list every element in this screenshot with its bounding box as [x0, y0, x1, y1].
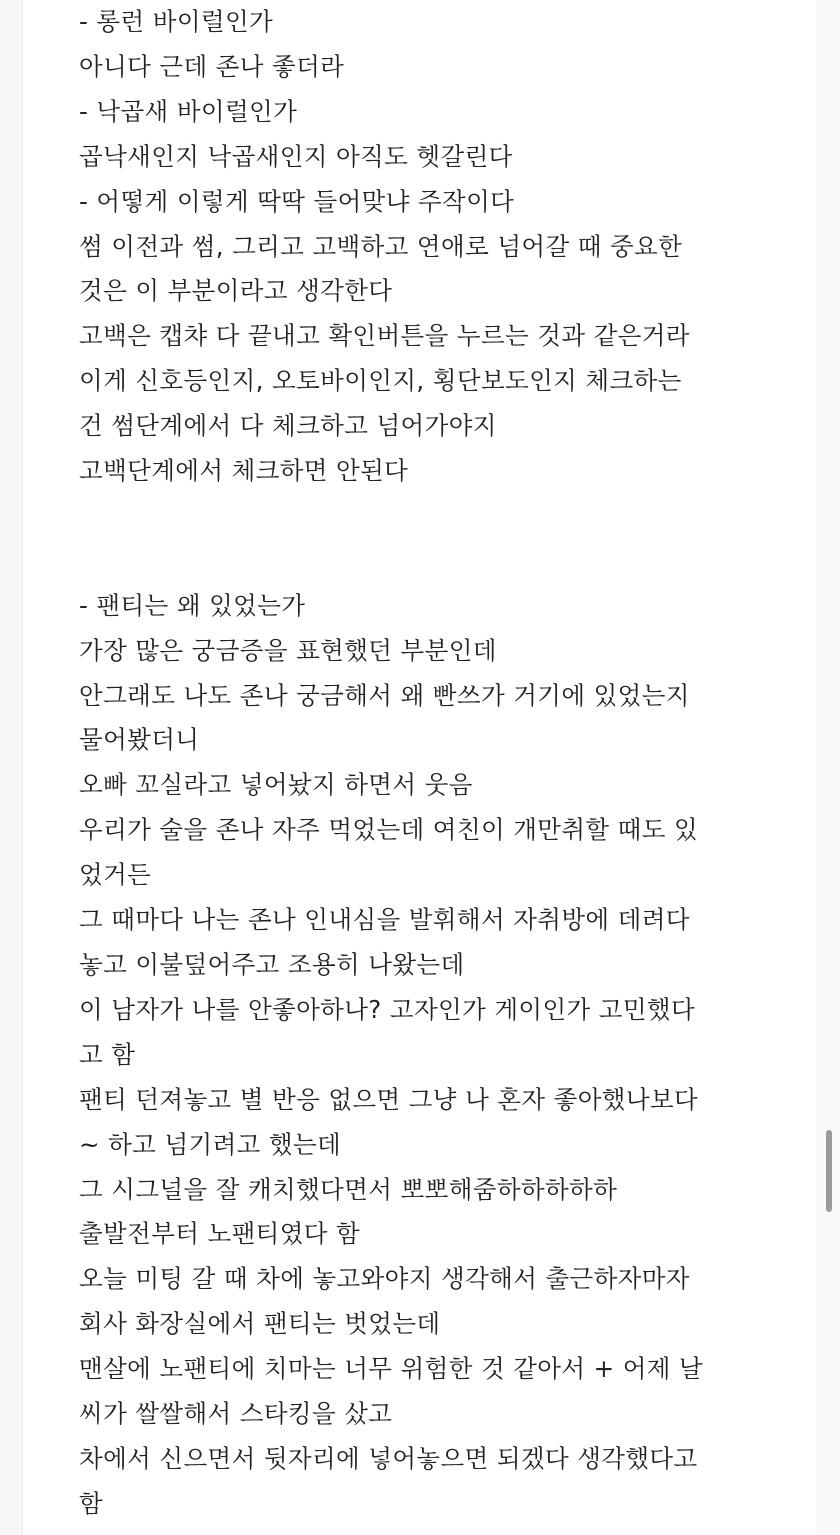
post-line: 가장 많은 궁금증을 표현했던 부분인데: [79, 635, 497, 665]
post-line: 고 함: [79, 1039, 136, 1069]
post-line: 회사 화장실에서 팬티는 벗었는데: [79, 1309, 441, 1339]
blank-line: [79, 539, 779, 584]
post-line: 안그래도 나도 존나 궁금해서 왜 빤쓰가 거기에 있었는지: [79, 680, 690, 710]
post-line: 이 남자가 나를 안좋아하나? 고자인가 게이인가 고민했다: [79, 994, 696, 1024]
post-line: 맨살에 노팬티에 치마는 너무 위험한 것 같아서 + 어제 날: [79, 1354, 704, 1384]
post-line: 곱낙새인지 낙곱새인지 아직도 헷갈린다: [79, 141, 513, 171]
left-margin: [0, 0, 23, 1535]
post-line: - 팬티는 왜 있었는가: [79, 590, 306, 620]
post-line: 우리가 술을 존나 자주 먹었는데 여친이 개만취할 때도 있: [79, 815, 699, 845]
post-line: 오늘 미팅 갈 때 차에 놓고와야지 생각해서 출근하자마자: [79, 1264, 690, 1294]
post-line: 그 때마다 나는 존나 인내심을 발휘해서 자취방에 데려다: [79, 905, 690, 935]
post-line: 출발전부터 노팬티였다 함: [79, 1219, 361, 1249]
post-body: [79, 0, 779, 1527]
post-line: - 낙곱새 바이럴인가: [79, 96, 298, 126]
post-line: - 롱런 바이럴인가: [79, 7, 274, 36]
post-line: 씨가 쌀쌀해서 스타킹을 샀고: [79, 1399, 393, 1429]
post-line: 그 시그널을 잘 캐치했다면서 뽀뽀해줌하하하하하: [79, 1174, 618, 1204]
scrollbar-thumb[interactable]: [826, 1130, 832, 1212]
post-line: 고백은 캡챠 다 끝내고 확인버튼을 누르는 것과 같은거라: [79, 321, 690, 351]
blank-line: [79, 494, 779, 539]
post-line: ~ 하고 넘기려고 했는데: [79, 1129, 342, 1159]
post-line: 놓고 이불덮어주고 조용히 나왔는데: [79, 950, 465, 979]
right-margin: [817, 0, 840, 1535]
post-line: - 어떻게 이렇게 딱딱 들어맞냐 주작이다: [79, 186, 515, 216]
post-line: 이게 신호등인지, 오토바이인지, 횡단보도인지 체크하는: [79, 366, 682, 396]
post-line: 팬티 던져놓고 별 반응 없으면 그냥 나 혼자 좋아했나보다: [79, 1084, 699, 1114]
post-line: 오빠 꼬실라고 넣어놨지 하면서 웃음: [79, 770, 473, 800]
post-line: 차에서 신으면서 뒷자리에 넣어놓으면 되겠다 생각했다고: [79, 1443, 698, 1473]
post-line: 건 썸단계에서 다 체크하고 넘어가야지: [79, 411, 497, 441]
post-line: 아니다 근데 존나 좋더라: [79, 51, 345, 81]
post-line: 었거든: [79, 860, 152, 890]
post-line: 고백단계에서 체크하면 안된다: [79, 456, 409, 486]
post-line: 썸 이전과 썸, 그리고 고백하고 연애로 넘어갈 때 중요한: [79, 231, 683, 261]
post-line: 것은 이 부분이라고 생각한다: [79, 276, 393, 306]
post-line: 함: [79, 1488, 104, 1518]
post-line: 물어봤더니: [79, 725, 200, 755]
